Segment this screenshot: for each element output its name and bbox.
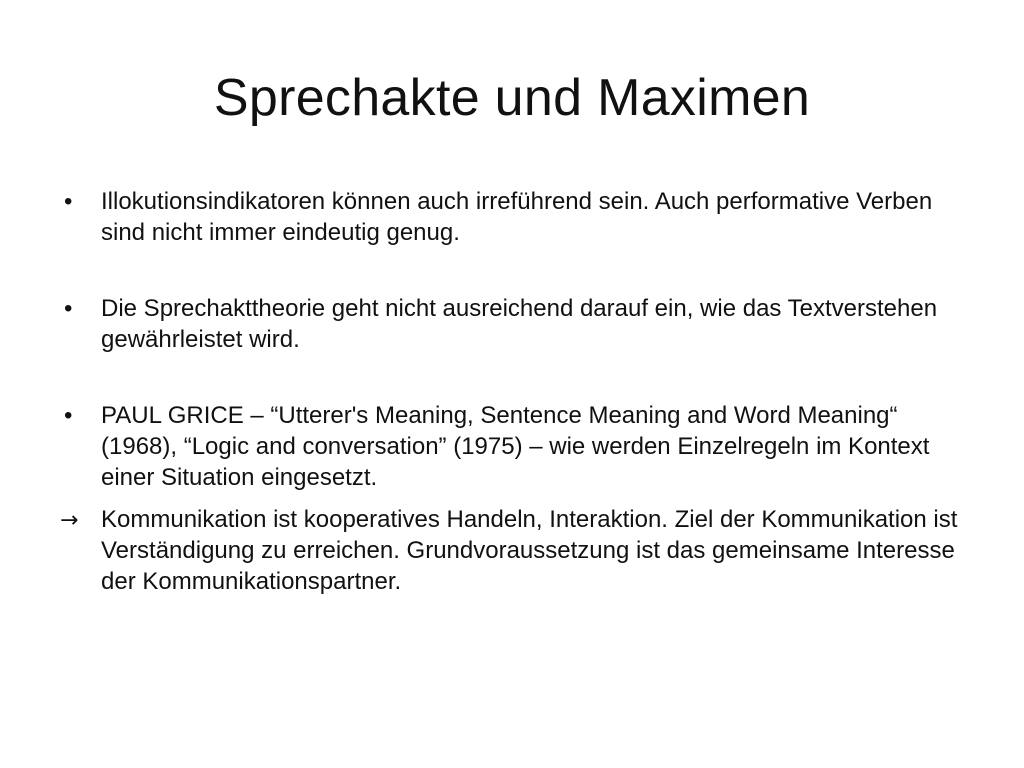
slide-title: Sprechakte und Maximen — [213, 69, 811, 127]
bullet-text: Die Sprechakttheorie geht nicht ausreichend darauf ein, wie das Textverstehen gewährleistet wird. — [101, 295, 938, 353]
arrow-right-icon — [60, 504, 78, 536]
bullet-marker: • — [64, 402, 73, 429]
slide-body — [60, 186, 960, 597]
bullet-item — [60, 293, 960, 355]
bullet-text: PAUL GRICE – “Utterer's Meaning, Sentence Meaning and Word Meaning“ (1968), “Logic and conversation” (1975) – wie werden Einzelregeln im Kontext einer Situation eingesetzt. — [101, 402, 930, 491]
bullet-marker: • — [64, 295, 73, 322]
bullet-text: Illokutionsindikatoren können auch irreführend sein. Auch performative Verben sind nicht immer eindeutig genug. — [101, 188, 933, 246]
conclusion-paragraph — [60, 504, 960, 597]
bullet-item — [60, 186, 960, 248]
bullet-item — [60, 400, 960, 493]
conclusion-text: Kommunikation ist kooperatives Handeln, Interaktion. Ziel der Kommunikation ist Verständigung zu erreichen. Grundvoraussetzung ist das gemeinsame Interesse der Kommunikationspartner. — [101, 506, 958, 595]
arrow-glyph: → — [60, 508, 79, 533]
bullet-marker: • — [64, 188, 73, 215]
